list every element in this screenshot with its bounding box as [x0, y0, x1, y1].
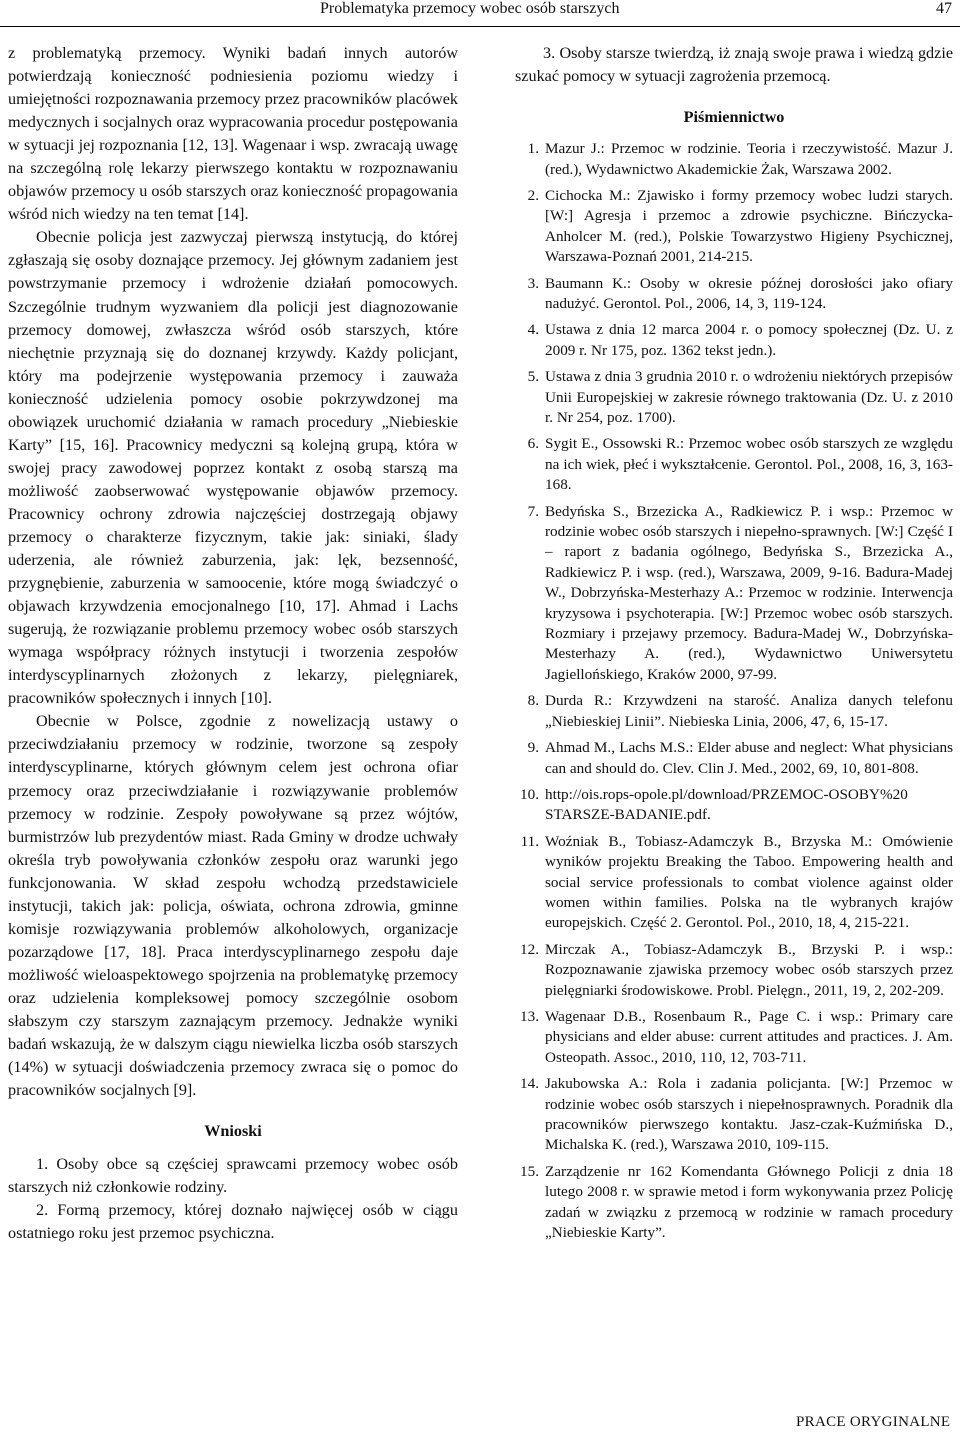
- reference-number: 8.: [527, 692, 539, 710]
- reference-number: 15.: [520, 1162, 539, 1180]
- reference-text: Bedyńska S., Brzezicka A., Radkiewicz P. i wsp.: Przemoc w rodzinie wobec osób starszych i niepełno-sprawnych. [W:] Część I – raport z badania ogólnego, Bedyńska S., Brzezicka A., Radkiewicz P. i wsp. (red.), Warszawa, 2009, 9-16. Badura-Madej W., Dobrzyńska-Mesterhazy A.: Przemoc w rodzinie. Interwencja kryzysowa i psychoterapia. [W:] Przemoc wobec osób starszych. Rozmiary i przejawy przemocy. Badura-Madej W., Dobrzyńska-Mesterhazy A. (red.), Wydawnictwo Uniwersytetu Jagiellońskiego, Kraków 2000, 97-99.: [545, 502, 953, 683]
- reference-item: [515, 139, 953, 180]
- reference-text: Ustawa z dnia 3 grudnia 2010 r. o wdrożeniu niektórych przepisów Unii Europejskiej w zakresie równego traktowania (Dz. U. z 2010 r. Nr 254, poz. 1700).: [545, 368, 953, 427]
- reference-number: 14.: [520, 1075, 539, 1093]
- reference-item: [515, 738, 953, 779]
- conclusions-list: [8, 1153, 458, 1245]
- right-column: [515, 42, 953, 1249]
- reference-text: Baumann K.: Osoby w okresie późnej dorosłości jako ofiary nadużyć. Gerontol. Pol., 2006, 14, 3, 119-124.: [545, 274, 953, 312]
- conclusion-item: 1. Osoby obce są częściej sprawcami przemocy wobec osób starszych niż członkowie rodziny.: [8, 1155, 458, 1197]
- reference-number: 13.: [520, 1007, 539, 1025]
- reference-number: 3.: [527, 274, 539, 292]
- reference-number: 1.: [527, 140, 539, 158]
- reference-text: Ahmad M., Lachs M.S.: Elder abuse and neglect: What physicians can and should do. Clev. Clin J. Med., 2002, 69, 10, 801-808.: [545, 739, 953, 777]
- reference-text: Cichocka M.: Zjawisko i formy przemocy wobec ludzi starych. [W:] Agresja i przemoc a zdrowie psychiczne. Bińczycka-Anholcer M. (red.), Polskie Towarzystwo Higieny Psychicznej, Warszawa-Poznań 2001, 214-215.: [545, 186, 953, 266]
- reference-text: Zarządzenie nr 162 Komendanta Głównego Policji z dnia 18 lutego 2008 r. w sprawie metod i form wykonywania przez Policję zadań w związku z przemocą w rodzinie w ramach procedury „Niebieskie Karty”.: [545, 1162, 953, 1242]
- reference-item: [515, 367, 953, 428]
- reference-item: [515, 785, 953, 826]
- running-title: Problematyka przemocy wobec osób starszych: [320, 0, 620, 17]
- reference-text: Sygit E., Ossowski R.: Przemoc wobec osób starszych ze względu na ich wiek, płeć i wykształcenie. Gerontol. Pol., 2008, 16, 3, 163-168.: [545, 435, 953, 494]
- reference-item: [515, 940, 953, 1001]
- reference-text: Jakubowska A.: Rola i zadania policjanta. [W:] Przemoc w rodzinie wobec osób starszych i niepełnosprawnych. Poradnik dla pracowników pierwszego kontaktu. Jasz-czak-Kuźmińska D., Michalska K. (red.), Warszawa 2010, 109-115.: [545, 1075, 953, 1154]
- reference-number: 11.: [520, 832, 539, 850]
- running-header: [0, 0, 960, 27]
- reference-text: Durda R.: Krzywdzeni na starość. Analiza danych telefonu „Niebieskiej Linii”. Niebieska Linia, 2006, 47, 6, 15-17.: [545, 692, 953, 730]
- reference-number: 5.: [527, 368, 539, 386]
- body-paragraph: Obecnie policja jest zazwyczaj pierwszą instytucją, do której zgłaszają się osoby doznające przemocy. Jej głównym zadaniem jest powstrzymanie przemocy i wdrożenie działań pomocowych. Szczególnie trudnym wyzwaniem dla policji jest diagnozowanie przemocy domowej, zwłaszcza wśród osób starszych, które niechętnie przyznają się do doznanej krzywdy. Każdy policjant, który ma podejrzenie występowania przemocy i zauważa konieczność udzielenia pomocy osobie pokrzywdzonej ma obowiązek uruchomić działania w ramach procedury „Niebieskie Karty” [15, 16]. Pracownicy medyczni są kolejną grupą, która w swojej pracy zawodowej poprzez kontakt z osobą starszą ma możliwość zaobserwować występowanie objawów przemocy. Pracownicy ochrony zdrowia najczęściej dostrzegają objawy przemocy o charakterze fizycznym, takie jak: siniaki, ślady uderzenia, ale również zaburzenia, jak: lęk, bezsenność, przygnębienie, zaburzenia w samoocenie, które mogą świadczyć o objawach krzywdzenia emocjonalnego [10, 17]. Ahmad i Lachs sugerują, że rozwiązanie problemu przemocy wobec osób starszych wymaga współpracy różnych instytucji i tworzenia zespołów interdyscyplinarnych złożonych z lekarzy, pielęgniarek, pracowników społecznych i innych [10].: [8, 228, 458, 708]
- reference-text: Wagenaar D.B., Rosenbaum R., Page C. i wsp.: Primary care physicians and elder abuse: current attitudes and practices. J. Am. Osteopath. Assoc., 2010, 110, 12, 703-711.: [545, 1007, 953, 1066]
- body-paragraph: z problematyką przemocy. Wyniki badań innych autorów potwierdzają konieczność podniesienia poziomu wiedzy i umiejętności rozpoznawania przemocy przez pracowników placówek medycznych i socjalnych oraz wypracowania procedur postępowania w sytuacji jej rozpoznania [12, 13]. Wagenaar i wsp. zwracają uwagę na szczególną rolę lekarzy pierwszego kontaktu w rozpoznawaniu objawów przemocy u osób starszych oraz konieczność propagowania wśród nich wiedzy na ten temat [14].: [8, 44, 458, 224]
- page-number: 47: [936, 0, 952, 17]
- reference-item: [515, 502, 953, 686]
- reference-item: [515, 691, 953, 732]
- reference-item: [515, 320, 953, 361]
- section-label: PRACE ORYGINALNE: [796, 1414, 951, 1430]
- reference-text: http://ois.rops-opole.pl/download/PRZEMOC-OSOBY%20 STARSZE-BADANIE.pdf.: [545, 785, 908, 824]
- reference-text: Ustawa z dnia 12 marca 2004 r. o pomocy społecznej (Dz. U. z 2009 r. Nr 175, poz. 1362 tekst jedn.).: [545, 321, 953, 359]
- references-heading: Piśmiennictwo: [683, 108, 785, 127]
- conclusions-heading: Wnioski: [204, 1122, 262, 1141]
- left-column: [8, 42, 458, 1245]
- reference-item: [515, 1162, 953, 1244]
- reference-number: 2.: [527, 186, 539, 204]
- conclusion-item: 3. Osoby starsze twierdzą, iż znają swoje prawa i wiedzą gdzie szukać pomocy w sytuacji zagrożenia przemocą.: [515, 44, 953, 86]
- body-paragraph: Obecnie w Polsce, zgodnie z nowelizacją ustawy o przeciwdziałaniu przemocy w rodzinie, tworzone są zespoły interdyscyplinarne, których głównym celem jest ochrona ofiar przemocy oraz przeciwdziałanie i rozwiązywanie problemów przemocy w rodzinie. Zespoły powoływane są przez wójtów, burmistrzów lub prezydentów miast. Rada Gminy w drodze uchwały określa tryb powoływania członków zespołu oraz warunki jego funkcjonowania. W skład zespołu wchodzą przedstawiciele instytucji, takich jak: policja, oświata, ochrona zdrowia, gminne komisje rozwiązywania problemów alkoholowych, organizacje pozarządowe [17, 18]. Praca interdyscyplinarnego zespołu daje możliwość wieloaspektowego spojrzenia na problematykę przemocy oraz udzielenia kompleksowej pomocy szczególnie osobom słabszym czy starszym zaznającym przemocy. Jednakże wyniki badań wskazują, że w dalszym ciągu niewielka liczba osób starszych (14%) w sytuacji doświadczenia przemocy zwraca się o pomoc do pracowników socjalnych [9].: [8, 712, 458, 1100]
- reference-item: [515, 274, 953, 315]
- reference-item: [515, 1007, 953, 1068]
- reference-number: 10.: [520, 785, 539, 803]
- reference-number: 9.: [527, 739, 539, 757]
- reference-text: Woźniak B., Tobiasz-Adamczyk B., Brzyska M.: Omówienie wyników projektu Breaking the Taboo. Empowering health and social service professionals to combat violence against older women within families. Polska na tle wybranych krajów europejskich. Część 2. Gerontol. Pol., 2010, 18, 4, 215-221.: [545, 832, 953, 932]
- reference-number: 4.: [527, 321, 539, 339]
- reference-text: Mazur J.: Przemoc w rodzinie. Teoria i rzeczywistość. Mazur J. (red.), Wydawnictwo Akademickie Żak, Warszawa 2002.: [545, 140, 953, 178]
- conclusion-item: 2. Formą przemocy, której doznało najwięcej osób w ciągu ostatniego roku jest przemoc psychiczna.: [8, 1201, 458, 1243]
- reference-item: [515, 1074, 953, 1156]
- reference-item: [515, 186, 953, 268]
- reference-number: 6.: [527, 435, 539, 453]
- references-list: [515, 139, 953, 1243]
- reference-item: [515, 434, 953, 495]
- reference-number: 12.: [520, 940, 539, 958]
- reference-number: 7.: [527, 502, 539, 520]
- reference-item: [515, 832, 953, 934]
- reference-text: Mirczak A., Tobiasz-Adamczyk B., Brzyski P. i wsp.: Rozpoznawanie zjawiska przemocy wobec osób starszych przez pielęgniarki środowiskowe. Probl. Pielęgn., 2011, 19, 2, 202-209.: [545, 940, 953, 999]
